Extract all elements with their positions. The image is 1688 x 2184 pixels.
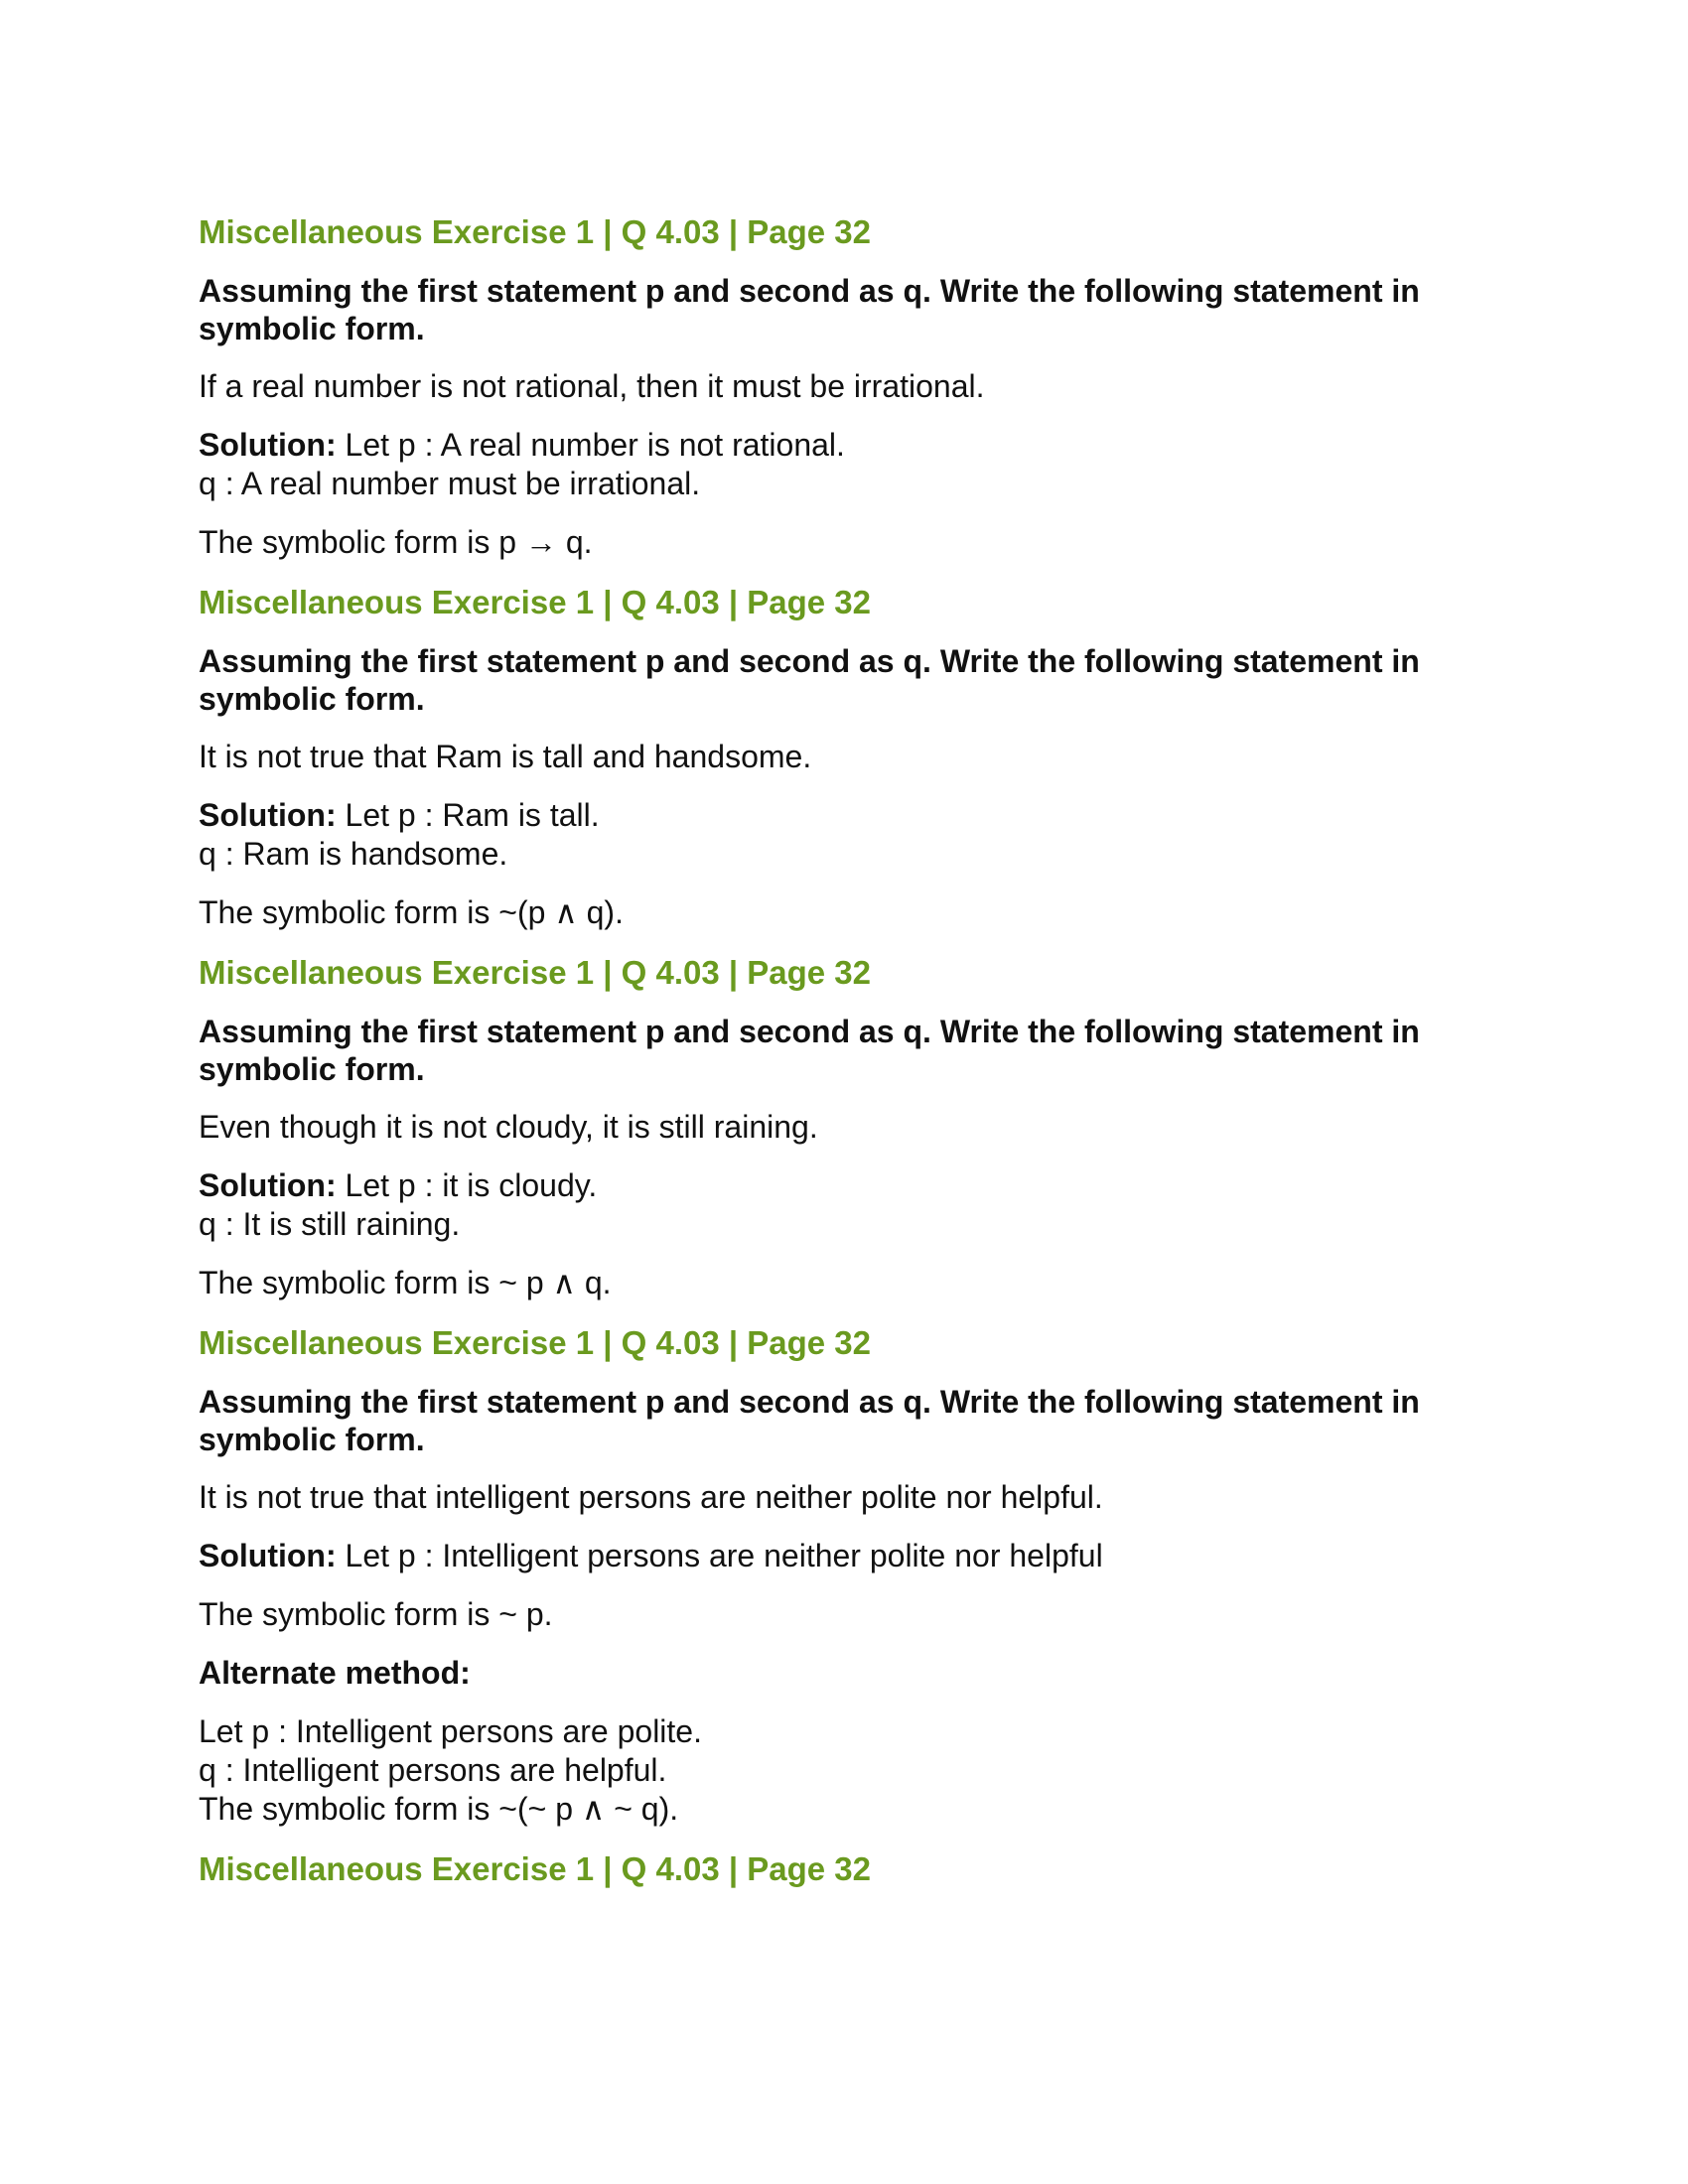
exercise-section-1 — [199, 212, 1489, 562]
alternate-method-block — [199, 1712, 1489, 1829]
solution-block — [199, 1166, 1489, 1244]
solution-line-2: q : Ram is handsome. — [199, 836, 508, 872]
solution-line-2: q : A real number must be irrational. — [199, 466, 701, 501]
statement-text: Even though it is not cloudy, it is still raining. — [199, 1109, 818, 1145]
document-page — [199, 212, 1489, 1909]
solution-block — [199, 1537, 1489, 1575]
exercise-heading: Miscellaneous Exercise 1 | Q 4.03 | Page 32 — [199, 213, 872, 250]
solution-label: Solution: — [199, 1538, 337, 1573]
solution-line-2: q : It is still raining. — [199, 1206, 461, 1242]
answer-text: The symbolic form is ~ p ∧ q. — [199, 1265, 612, 1300]
solution-block — [199, 796, 1489, 874]
exercise-heading-final: Miscellaneous Exercise 1 | Q 4.03 | Page 32 — [199, 1850, 872, 1887]
solution-block — [199, 426, 1489, 503]
answer-text: The symbolic form is ~(p ∧ q). — [199, 894, 624, 930]
solution-line-1: Let p : Ram is tall. — [345, 797, 600, 833]
alternate-line-2: q : Intelligent persons are helpful. — [199, 1752, 667, 1788]
question-text: Assuming the first statement p and second as q. Write the following statement in symbolic form. — [199, 273, 1420, 346]
question-text: Assuming the first statement p and second as q. Write the following statement in symbolic form. — [199, 643, 1420, 717]
exercise-section-4 — [199, 1323, 1489, 1829]
solution-line-1: Let p : A real number is not rational. — [345, 427, 845, 463]
answer-text: The symbolic form is p → q. — [199, 524, 593, 560]
exercise-heading: Miscellaneous Exercise 1 | Q 4.03 | Page 32 — [199, 584, 872, 620]
statement-text: It is not true that intelligent persons are neither polite nor helpful. — [199, 1479, 1103, 1515]
exercise-heading: Miscellaneous Exercise 1 | Q 4.03 | Page 32 — [199, 954, 872, 991]
solution-label: Solution: — [199, 1167, 337, 1203]
solution-line-1: Let p : Intelligent persons are neither polite nor helpful — [345, 1538, 1103, 1573]
alternate-line-1: Let p : Intelligent persons are polite. — [199, 1713, 702, 1749]
solution-label: Solution: — [199, 427, 337, 463]
exercise-heading: Miscellaneous Exercise 1 | Q 4.03 | Page 32 — [199, 1324, 872, 1361]
answer-text: The symbolic form is ~ p. — [199, 1596, 553, 1632]
solution-line-1: Let p : it is cloudy. — [345, 1167, 598, 1203]
statement-text: It is not true that Ram is tall and handsome. — [199, 739, 812, 774]
exercise-section-2 — [199, 583, 1489, 932]
statement-text: If a real number is not rational, then it must be irrational. — [199, 368, 985, 404]
solution-label: Solution: — [199, 797, 337, 833]
question-text: Assuming the first statement p and second as q. Write the following statement in symbolic form. — [199, 1014, 1420, 1087]
alternate-method-heading: Alternate method: — [199, 1655, 471, 1691]
exercise-section-3 — [199, 953, 1489, 1302]
alternate-line-3: The symbolic form is ~(~ p ∧ ~ q). — [199, 1791, 679, 1827]
question-text: Assuming the first statement p and second as q. Write the following statement in symbolic form. — [199, 1384, 1420, 1457]
